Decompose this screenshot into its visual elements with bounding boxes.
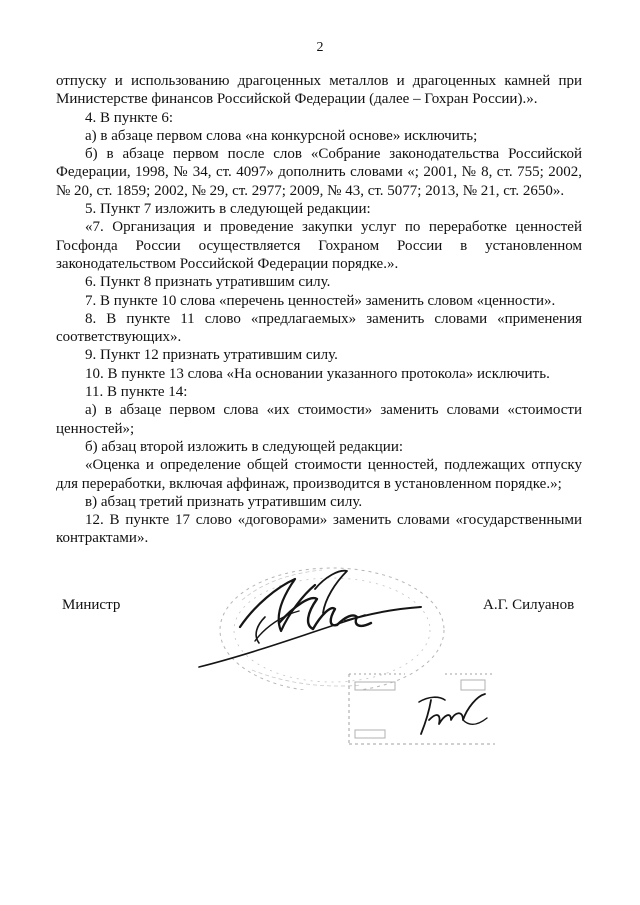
paragraph: «7. Организация и проведение закупки услуг по переработке ценностей Госфонда России осуществляется Гохраном России в установленном законодательством Российской Федерации порядке.». <box>56 219 582 272</box>
paragraph: в) абзац третий признать утратившим силу. <box>85 493 363 510</box>
paragraph: 9. Пункт 12 признать утратившим силу. <box>85 347 338 364</box>
signatory-title: Министр <box>62 597 121 613</box>
document-body <box>56 72 582 548</box>
page-number: 2 <box>316 40 324 55</box>
paragraph: 4. В пункте 6: <box>85 109 174 126</box>
paragraph: 7. В пункте 10 слова «перечень ценностей» заменить словом «ценности». <box>85 292 556 309</box>
paragraph: 5. Пункт 7 изложить в следующей редакции: <box>85 201 371 218</box>
paragraph: 12. В пункте 17 слово «договорами» заменить словами «государственными контрактами». <box>56 512 582 547</box>
signatory-name: А.Г. Силуанов <box>483 597 575 613</box>
paragraph: 6. Пункт 8 признать утратившим силу. <box>85 274 331 291</box>
paragraph: отпуску и использованию драгоценных металлов и драгоценных камней при Министерстве финансов Российской Федерации (далее – Гохран России).». <box>56 73 582 108</box>
handwritten-signature-icon <box>195 565 425 675</box>
handwritten-initials-icon <box>415 690 495 740</box>
paragraph: 10. В пункте 13 слова «На основании указанного протокола» исключить. <box>85 365 550 382</box>
paragraph: б) в абзаце первом после слов «Собрание законодательства Российской Федерации, 1998, № 34, ст. 4097» дополнить словами «; 2001, № 8, ст. 755; 2002, № 20, ст. 1859; 2002, № 29, ст. 2977; 2009, № 43, ст. 5077; 2013, № 21, ст. 2650». <box>56 146 582 199</box>
paragraph: 8. В пункте 11 слово «предлагаемых» заменить словами «применения соответствующих». <box>56 310 582 346</box>
signature-block <box>0 560 640 760</box>
paragraph: а) в абзаце первом слова «на конкурсной основе» исключить; <box>85 127 478 144</box>
paragraph: б) абзац второй изложить в следующей редакции: <box>85 438 404 455</box>
paragraph: «Оценка и определение общей стоимости ценностей, подлежащих отпуску для переработки, включая аффинаж, производится в установленном порядке.»; <box>56 457 582 492</box>
paragraph: 11. В пункте 14: <box>85 384 188 401</box>
paragraph: а) в абзаце первом слова «их стоимости» заменить словами «стоимости ценностей»; <box>56 402 582 437</box>
